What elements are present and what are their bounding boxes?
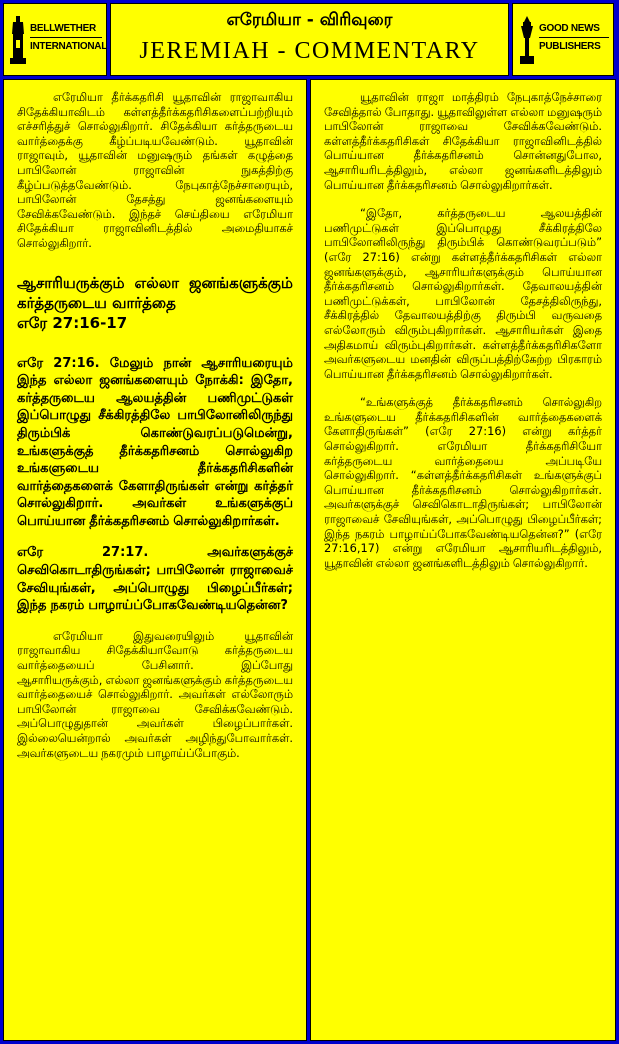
header [3,3,614,76]
section-reference: எரே 27:16-17 [17,313,128,332]
right-column [310,79,616,1041]
bellwether-logo [3,3,107,76]
verse-27-16: எரே 27:16. மேலும் நான் ஆசாரியரையும் இந்த எல்லா ஜனங்களையும் நோக்கி: இதோ, கர்த்தருடைய ஆலயத்தின் பணிமுட்டுகள் இப்பொழுது சீக்கிரத்திலே பாபிலோனிலிருந்து திரும்பிக் கொண்டுவரப்படுமென்று, உங்களுக்குத் தீர்க்கதரிசனம் சொல்லுகிற உங்களுடைய தீர்க்கதரிசிகளின் வார்த்தைகளைக் கேளாதிருங்கள் என்று கர்த்தர் சொல்லுகிறார். அவர்கள் உங்களுக்குப் பொய்யான தீர்க்கதரிசனம் சொல்லுகிறார்கள். [17,355,293,529]
title-english: JEREMIAH - COMMENTARY [139,38,480,64]
lamp-icon [519,16,535,64]
commentary-paragraph: “உங்களுக்குத் தீர்க்கதரிசனம் சொல்லுகிற உங்களுடைய தீர்க்கதரிசிகளின் வார்த்தைகளைக் கேளாதிருங்கள்” (எரே 27:16) என்று கர்த்தர் சொல்லுகிறார். எரேமியா தீர்க்கதரிசியோ கர்த்தருடைய வார்த்தையை அப்படியே சொல்லுகிறார். “கள்ளத்தீர்க்கதரிசிகள் உங்களுக்குப் பொய்யான தீர்க்கதரிசனம் சொல்லுகிறார்கள். அவர்களுக்குச் செவிகொடாதிருங்கள்; பாபிலோன் ராஜாவைச் சேவியுங்கள், அப்பொழுது பிழைப்பீர்கள்; இந்த நகரம் பாழாய்ப்போகவேண்டியதென்ன?” (எரே 27:16,17) என்று எரேமியா ஆசாரியரிடத்திலும், யூதாவின் எல்லா ஜனங்களிடத்திலும் சொல்லுகிறார். [324,395,602,570]
left-column [3,79,307,1041]
section-heading: ஆசாரியருக்கும் எல்லா ஜனங்களுக்கும் கர்த்தருடைய வார்த்தை [17,273,293,312]
intro-paragraph: எரேமியா தீர்க்கதரிசி யூதாவின் ராஜாவாகிய சிதேக்கியாவிடம் கள்ளத்தீர்க்கதரிசிகளைப்பற்றியும் எச்சரித்துச் சொல்லுகிறார். சிதேக்கியா கர்த்தருடைய வார்த்தைக்கு கீழ்ப்படியவேண்டும். யூதாவின் ராஜாவும், யூதாவின் மனுஷரும் தங்கள் கழுத்தை பாபிலோன் ராஜாவின் நுகத்திற்கு கீழ்ப்படுத்தவேண்டும். நேபுகாத்நேச்சாரையும், பாபிலோன் தேசத்து ஜனங்களையும் சேவிக்கவேண்டும். இந்தச் செய்தியை எரேமியா சிதேக்கியா ராஜாவினிடத்தில் அமைதியாகச் சொல்லுகிறார். [17,90,293,250]
logo-line-2: PUBLISHERS [539,41,601,52]
logo-line-2: INTERNATIONAL [30,41,108,52]
bell-tower-icon [10,16,26,64]
commentary-paragraph: யூதாவின் ராஜா மாத்திரம் நேபுகாத்நேச்சாரை சேவித்தால் போதாது. யூதாவிலுள்ள எல்லா மனுஷரும் பாபிலோன் ராஜாவை சேவிக்கவேண்டும். கள்ளத்தீர்க்கதரிசிகள் சிதேக்கியா ராஜாவினிடத்தில் பொய்யான தீர்க்கதரிசனம் சொன்னதுபோல, ஆசாரியரிடத்திலும், எல்லா ஜனங்களிடத்திலும் பொய்யான தீர்க்கதரிசனம் சொல்லுகிறார்கள். [324,90,602,192]
commentary-paragraph: எரேமியா இதுவரையிலும் யூதாவின் ராஜாவாகிய சிதேக்கியாவோடு கர்த்தருடைய வார்த்தையைப் பேசினார். இப்போது ஆசாரியருக்கும், எல்லா ஜனங்களுக்கும் கர்த்தருடைய வார்த்தையைச் சொல்லுகிறார். அவர்கள் எல்லோரும் பாபிலோன் ராஜாவை சேவிக்கவேண்டும். அப்பொழுதுதான் அவர்கள் பிழைப்பார்கள். இல்லையென்றால் அவர்கள் அழிந்துபோவார்கள். அவர்களுடைய நகரமும் பாழாய்ப்போகும். [17,628,293,760]
verse-27-17: எரே 27:17. அவர்களுக்குச் செவிகொடாதிருங்கள்; பாபிலோன் ராஜாவைச் சேவியுங்கள், அப்பொழுது பிழைப்பீர்கள்; இந்த நகரம் பாழாய்ப்போகவேண்டியதென்ன? [17,545,293,614]
title-box [110,3,509,76]
logo-line-1: GOOD NEWS [539,20,609,38]
commentary-paragraph: “இதோ, கர்த்தருடைய ஆலயத்தின் பணிமுட்டுகள் இப்பொழுது சீக்கிரத்திலே பாபிலோனிலிருந்து திரும்பிக் கொண்டுவரப்படும்” (எரே 27:16) என்று கள்ளத்தீர்க்கதரிசிகள் எல்லா ஜனங்களுக்கும், ஆசாரியர்களுக்கும் பொய்யான தீர்க்கதரிசனம் சொல்லுகிறார்கள். தேவாலயத்தின் பணிமுட்டுக்கள், பாபிலோன் தேசத்திலிருந்து, சீக்கிரத்தில் தேவாலயத்திற்கு திரும்பி வருவதை எல்லோரும் விரும்புகிறார்கள். ஆசாரியர்கள் இதை அதிகமாய் விரும்புகிறார்கள். கள்ளத்தீர்க்கதரிசிகளோ அவர்களுடைய மனதின் விருப்பத்திற்கேற்ற பிரகாரம் பொய்யான தீர்க்கதரிசனம் சொல்லுகிறார்கள். [324,206,602,381]
good-news-logo [512,3,614,76]
title-tamil: எரேமியா - விரிவுரை [226,10,393,30]
logo-line-1: BELLWETHER [30,20,102,38]
